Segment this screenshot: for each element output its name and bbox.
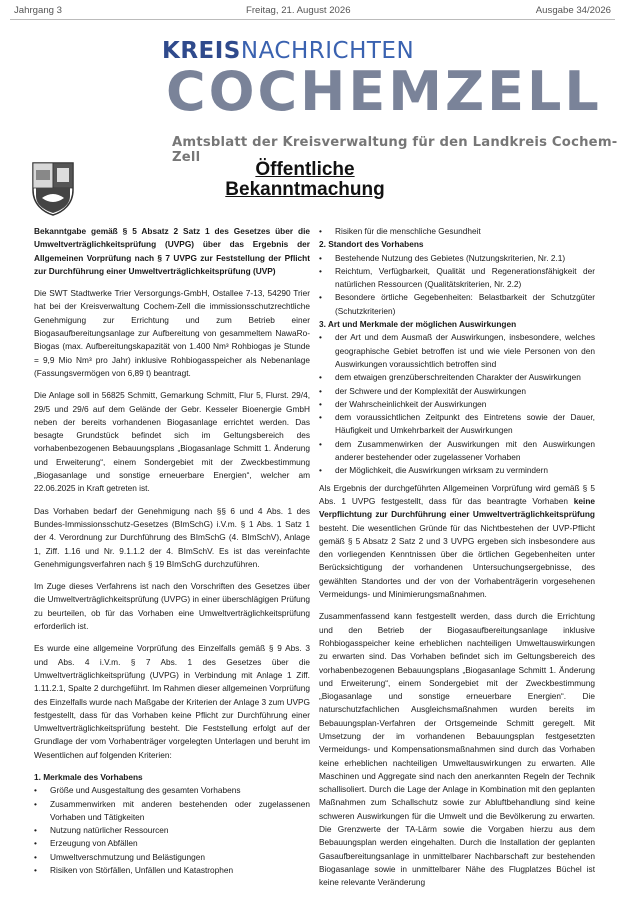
bullet-icon: • bbox=[34, 851, 37, 862]
list-item-text: der Möglichkeit, die Auswirkungen wirksam zu vermindern bbox=[335, 465, 549, 476]
bullet-icon: • bbox=[319, 332, 322, 343]
list-item-text: Umweltverschmutzung und Belästigungen bbox=[50, 851, 205, 862]
section-1-heading: 1. Merkmale des Vorhabens bbox=[34, 771, 143, 782]
list-item bbox=[319, 438, 595, 465]
coat-of-arms-icon bbox=[30, 160, 76, 216]
masthead-nachrichten: NACHRICHTEN bbox=[240, 38, 415, 64]
paragraph-location: Die Anlage soll in 56825 Schmitt, Gemarkung Schmitt, Flur 5, Flurst. 29/4, 29/5 und 29/6 auf dem Gelände der Gebr. Kesseler Bioenergie GmbH neben der bereits vorhandenen Biogasanlage errichtet werden. Das besagte Grundstück befindet sich im Geltungsbereich des vorhabenbezogenen Bebauungsplans „Biogasanlage Schmitt 1. Änderung und Erweiterung“, einem Sondergebiet mit der Zweckbestimmung „Biogasanlage und sonstige erneuerbare Energien“, welcher am 22.06.2025 in Kraft getreten ist. bbox=[34, 390, 310, 494]
list-item bbox=[34, 784, 310, 797]
list-item bbox=[34, 798, 310, 825]
result-text-bold: keine Verpflichtung zur Durchführung einer Umweltverträglichkeitsprüfung bbox=[319, 495, 595, 520]
list-item bbox=[319, 464, 595, 477]
paragraph-preliminary-review: Es wurde eine allgemeine Vorprüfung des Einzelfalls gemäß § 9 Abs. 3 und Abs. 4 i.V.m. § 7 Abs. 1 des Gesetzes über die Umweltverträglichkeitsprüfung (UVPG) in Verbindung mit Anlage 1 Ziff. 1.11.2.1, Spalte 2 durchgeführt. Im Rahmen dieser allgemeinen Vorprüfung des Einzelfalls wurde nach Maßgabe der Kriterien der Anlage 3 zum UVPG festgestellt, dass für das Vorhaben keine Pflicht zur Durchführung einer Umweltverträglichkeitsprüfung besteht. Die Feststellung erfolgt auf der Grundlage der vom Vorhabenträger vorgelegten Unterlagen und beruht im Wesentlichen auf folgenden Kriterien: bbox=[34, 643, 310, 760]
section-1-list-continued bbox=[319, 225, 595, 238]
section-1-list bbox=[34, 784, 310, 877]
bullet-icon: • bbox=[34, 825, 37, 836]
left-column bbox=[34, 225, 310, 877]
section-3-heading: 3. Art und Merkmale der möglichen Auswirkungen bbox=[319, 319, 517, 330]
list-item-text: Besondere örtliche Gegebenheiten: Belastbarkeit der Schutzgüter (Schutzkriterien) bbox=[335, 292, 595, 316]
section-2-heading: 2. Standort des Vorhabens bbox=[319, 239, 424, 250]
list-item bbox=[34, 864, 310, 877]
bullet-icon: • bbox=[319, 412, 322, 423]
list-item-text: dem Zusammenwirken der Auswirkungen mit den Auswirkungen anderer bestehender oder zugelassener Vorhaben bbox=[335, 438, 595, 463]
bullet-icon: • bbox=[319, 385, 322, 396]
list-item-text: dem etwaigen grenzüberschreitenden Charakter der Auswirkungen bbox=[335, 372, 581, 383]
list-item-text: der Art und dem Ausmaß der Auswirkungen, insbesondere, welches geographische Gebiet betroffen ist und wie viele Personen von den Auswirkungen voraussichtlich betroffen sind bbox=[335, 332, 595, 369]
list-item-text: Nutzung natürlicher Ressourcen bbox=[50, 825, 169, 836]
masthead-kreis: KREIS bbox=[162, 38, 241, 64]
list-item-text: Erzeugung von Abfällen bbox=[50, 838, 138, 849]
bullet-icon: • bbox=[319, 438, 322, 449]
masthead-subtitle: Amtsblatt der Kreisverwaltung für den Landkreis Cochem-Zell bbox=[172, 135, 618, 165]
header-divider bbox=[10, 19, 615, 20]
intro-paragraph: Bekanntgabe gemäß § 5 Absatz 2 Satz 1 des Gesetzes über die Umweltverträglichkeitsprüfung (UVPG) über das Ergebnis der Allgemeinen Vorprüfung nach § 7 UVPG zur Feststellung der Pflicht zur Durchführung einer Umweltverträglichkeitsprüfung (UVP) bbox=[34, 226, 310, 276]
list-item bbox=[319, 371, 595, 384]
paragraph-summary: Zusammenfassend kann festgestellt werden, dass durch die Errichtung und den Betrieb der Biogasaufbereitungsanlage inklusive Rohbiogasspeicher keine erheblichen nachteiligen Umweltauswirkungen zu erwarten sind. Das Vorhaben befindet sich im Geltungsbereich des vorhabenbezogenen Bebauungsplans „Biogasanlage Schmitt 1. Änderung und Erweiterung“, einem Sondergebiet mit der Zweckbestimmung „Biogasanlage und sonstige erneuerbare Energien“. Die naturschutzfachlichen Ausgleichsmaßnahmen wurden bereits im Bebauungsplan-Verfahren der Ortsgemeinde Schmitt geregelt. Mit Umsetzung der im vorhandenen Bebauungsplan festgesetzten Vermeidungs- und Kompensationsmaßnahmen sind durch das Vorhaben keine erheblichen nachteiligen Umweltauswirkungen zu erwarten. Alle Maschinen und Aggregate sind nach den anerkannten Regeln der Technik schallisoliert. Durch die Lage der Anlage in Kombination mit den geplanten Maßnahmen zum Schallschutz sowie zur Abluftbehandlung sind keine schweren Auswirkungen für die Umwelt und die Bevölkerung zu erwarten. Die Grenzwerte der TA-Lärm sowie die Vorgaben hierzu aus dem Bebauungsplan werden eingehalten. Durch die Installation der geplanten Gasaufbereitungsanlage in unmittelbarer Nachbarschaft zur bestehenden Biogasanlage sowie in unmittelbarer Nähe des Flugplatzes Büchel ist keine relevante Veränderung bbox=[319, 611, 595, 888]
result-text-b: besteht. Die wesentlichen Gründe für das Nichtbestehen der UVP-Pflicht gemäß § 5 Absatz 2 Satz 2 und 3 UVPG ergeben sich insbesondere aus den vorliegenden Kenntnissen über die örtlichen Gegebenheiten unter Berücksichtigung der vorhandenen Untersuchungsergebnisse, des gewählten Standortes und der von der Vorhabenträgerin vorgesehenen Vermeidungs- und Minimierungsmaßnahmen. bbox=[319, 522, 595, 600]
list-item-text: Bestehende Nutzung des Gebietes (Nutzungskriterien, Nr. 2.1) bbox=[335, 252, 566, 263]
list-item-text: Größe und Ausgestaltung des gesamten Vorhabens bbox=[50, 785, 241, 796]
list-item-text: Risiken von Störfällen, Unfällen und Katastrophen bbox=[50, 865, 234, 876]
bullet-icon: • bbox=[319, 292, 322, 303]
bullet-icon: • bbox=[319, 226, 322, 236]
bullet-icon: • bbox=[34, 798, 37, 809]
list-item bbox=[34, 837, 310, 850]
bullet-icon: • bbox=[319, 265, 322, 276]
list-item-text: dem voraussichtlichen Zeitpunkt des Eintretens sowie der Dauer, Häufigkeit und Umkehrbarkeit der Auswirkungen bbox=[335, 412, 595, 436]
section-3-list bbox=[319, 331, 595, 477]
paragraph-applicant: Die SWT Stadtwerke Trier Versorgungs-GmbH, Ostallee 7-13, 54290 Trier hat bei der Kreisverwaltung Cochem-Zell die immissionsschutzrechtliche Genehmigung zur Errichtung und zum Betrieb einer Biogasaufbereitungsanlage zur Aufbereitung von gesammeltem NawaRo-Biogas (max. Aufbereitungskapazität von 1.400 Nm³ Rohbiogas je Stunde = 9,9 Mio Nm³ pro Jahr) inklusive Rohbiogasspeicher als Nebenanlage (Fassungsvermögen von 6,89 t) beantragt. bbox=[34, 288, 310, 378]
issue-number: Ausgabe 34/2026 bbox=[535, 5, 611, 16]
bullet-icon: • bbox=[319, 252, 322, 263]
list-item bbox=[319, 398, 595, 411]
list-item bbox=[319, 411, 595, 438]
list-item bbox=[319, 385, 595, 398]
list-item-text: Risiken für die menschliche Gesundheit bbox=[335, 226, 481, 236]
page-title bbox=[180, 160, 430, 200]
list-item bbox=[319, 225, 595, 238]
bullet-icon: • bbox=[319, 465, 322, 476]
list-item bbox=[34, 851, 310, 864]
title-line-2: Bekanntmachung bbox=[225, 179, 385, 200]
result-text-a: Als Ergebnis der durchgeführten Allgemeinen Vorprüfung wird gemäß § 5 Abs. 1 UVPG festgestellt, dass für das beantragte Vorhaben bbox=[319, 482, 595, 506]
title-line-1: Öffentliche bbox=[255, 159, 355, 180]
bullet-icon: • bbox=[319, 398, 322, 409]
bullet-icon: • bbox=[34, 865, 37, 876]
list-item-text: Reichtum, Verfügbarkeit, Qualität und Regenerationsfähigkeit der natürlichen Ressourcen (Qualitätskriterien, Nr. 2.2) bbox=[335, 265, 595, 290]
bullet-icon: • bbox=[319, 372, 322, 383]
list-item bbox=[34, 824, 310, 837]
paragraph-uvp-check: Im Zuge dieses Verfahrens ist nach den Vorschriften des Gesetzes über die Umweltverträglichkeitsprüfung (UVPG) in einer überschlägigen Prüfung zu beurteilen, ob für das Vorhaben eine Umweltverträglichkeitsprüfung erforderlich ist. bbox=[34, 581, 310, 632]
masthead-title: COCHEMZELL bbox=[166, 60, 602, 123]
bullet-icon: • bbox=[34, 838, 37, 849]
paragraph-result bbox=[319, 482, 595, 602]
list-item-text: der Schwere und der Komplexität der Auswirkungen bbox=[335, 385, 526, 396]
list-item-text: Zusammenwirken mit anderen bestehenden oder zugelassenen Vorhaben und Tätigkeiten bbox=[50, 798, 310, 822]
bullet-icon: • bbox=[34, 785, 37, 796]
list-item bbox=[319, 265, 595, 292]
list-item bbox=[319, 291, 595, 318]
list-item bbox=[319, 252, 595, 265]
issue-volume: Jahrgang 3 bbox=[14, 5, 63, 16]
list-item-text: der Wahrscheinlichkeit der Auswirkungen bbox=[335, 398, 487, 409]
right-column bbox=[319, 225, 595, 899]
section-2-list bbox=[319, 252, 595, 318]
list-item bbox=[319, 331, 595, 371]
issue-date: Freitag, 21. August 2026 bbox=[246, 5, 351, 16]
paragraph-permit: Das Vorhaben bedarf der Genehmigung nach §§ 6 und 4 Abs. 1 des Bundes-Immissionsschutz-Gesetzes (BImSchG) i.V.m. § 1 Abs. 1 Satz 1 der 4. Verordnung zur Durchführung des BImSchG (4. BImSchV), Anlage 1, Ziff. 1.16 und Nr. 9.1.1.2 der 4. BImSchV. Es ist das vereinfachte Genehmigungsverfahren nach § 19 BImSchG durchzuführen. bbox=[34, 505, 310, 569]
